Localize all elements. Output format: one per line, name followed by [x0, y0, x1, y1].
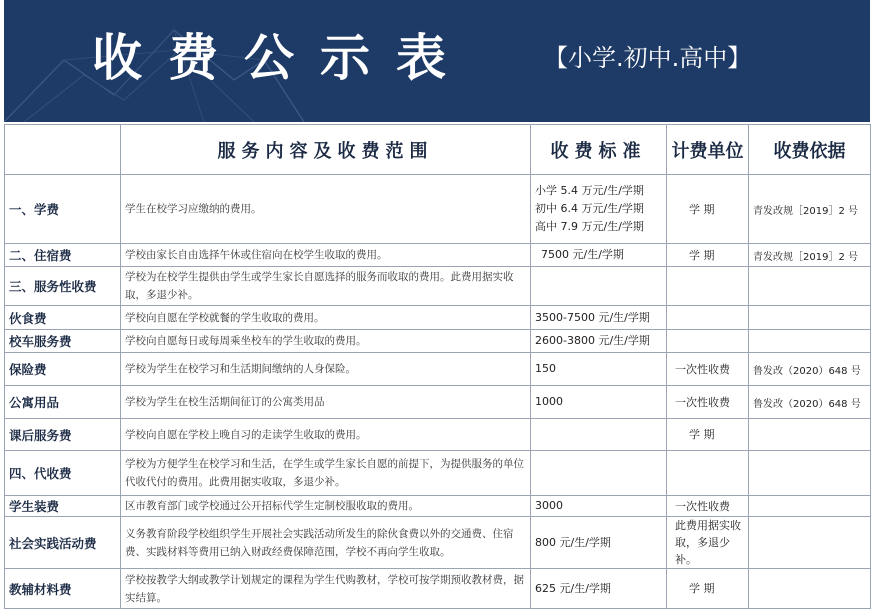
fee-item-basis: [749, 569, 871, 609]
fee-item-desc: 学校由家长自由选择午休或住宿向在校学生收取的费用。: [121, 244, 531, 267]
standard-line: 高中 7.9 万元/生/学期: [535, 220, 644, 233]
fee-item-name: 学生装费: [5, 496, 121, 517]
fee-item-name: 保险费: [5, 353, 121, 386]
fee-item-basis: 鲁发改（2020）648 号: [749, 386, 871, 419]
page-title: 收费公示表: [92, 29, 472, 87]
fee-item-unit: 一次性收费: [667, 496, 749, 517]
column-header-scope: 服务内容及收费范围: [121, 125, 531, 175]
fee-item-standard: 1000: [531, 386, 667, 419]
fee-item-standard: 3500-7500 元/生/学期: [531, 306, 667, 330]
fee-item-unit: [667, 451, 749, 496]
fee-item-unit: 学 期: [667, 244, 749, 267]
fee-item-desc: 学校向自愿在学校上晚自习的走读学生收取的费用。: [121, 419, 531, 451]
fee-item-standard: [531, 267, 667, 306]
fee-item-standard: 800 元/生/学期: [531, 517, 667, 569]
fee-table: [4, 124, 871, 609]
fee-item-desc: 学生在校学习应缴纳的费用。: [121, 175, 531, 244]
fee-item-basis: [749, 330, 871, 353]
fee-item-standard: [531, 419, 667, 451]
fee-item-unit: 学 期: [667, 569, 749, 609]
fee-item-unit: 此费用据实收取，多退少补。: [667, 517, 749, 569]
table-row: [5, 175, 871, 244]
fee-item-desc: 学校为方便学生在校学习和生活，在学生或学生家长自愿的前提下，为提供服务的单位代收代付的费用。此费用据实收取，多退少补。: [121, 451, 531, 496]
fee-item-standard: [531, 451, 667, 496]
fee-item-name: 四、代收费: [5, 451, 121, 496]
column-header-unit: 计费单位: [667, 125, 749, 175]
fee-item-unit: [667, 267, 749, 306]
fee-item-desc: 学校为学生在校生活期间征订的公寓类用品: [121, 386, 531, 419]
table-row: [5, 306, 871, 330]
fee-item-desc: 学校向自愿在学校就餐的学生收取的费用。: [121, 306, 531, 330]
fee-item-name: 伙食费: [5, 306, 121, 330]
fee-item-desc: 学校为在校学生提供由学生或学生家长自愿选择的服务而收取的费用。此费用据实收取，多退少补。: [121, 267, 531, 306]
fee-item-basis: [749, 496, 871, 517]
column-header-basis: 收费依据: [749, 125, 871, 175]
fee-item-basis: 青发改规［2019］2 号: [749, 175, 871, 244]
table-row: [5, 244, 871, 267]
fee-item-name: 课后服务费: [5, 419, 121, 451]
header-blank-cell: [5, 125, 121, 175]
table-row: [5, 353, 871, 386]
table-row: [5, 496, 871, 517]
fee-item-desc: 义务教育阶段学校组织学生开展社会实践活动所发生的除伙食费以外的交通费、住宿费、实践材料等费用已纳入财政经费保障范围，学校不再向学生收取。: [121, 517, 531, 569]
fee-item-desc: 学校向自愿每日或每周乘坐校车的学生收取的费用。: [121, 330, 531, 353]
table-row: [5, 267, 871, 306]
table-row: [5, 330, 871, 353]
fee-item-standard: 3000: [531, 496, 667, 517]
fee-item-name: 教辅材料费: [5, 569, 121, 609]
standard-line: 小学 5.4 万元/生/学期: [535, 184, 644, 197]
fee-item-name: 校车服务费: [5, 330, 121, 353]
fee-item-basis: 鲁发改（2020）648 号: [749, 353, 871, 386]
fee-item-basis: 青发改规［2019］2 号: [749, 244, 871, 267]
table-row: [5, 451, 871, 496]
fee-item-name: 一、学费: [5, 175, 121, 244]
fee-item-basis: [749, 306, 871, 330]
fee-item-basis: [749, 451, 871, 496]
fee-item-name: 三、服务性收费: [5, 267, 121, 306]
fee-item-standard: 2600-3800 元/生/学期: [531, 330, 667, 353]
standard-line: 初中 6.4 万元/生/学期: [535, 202, 644, 215]
header-banner: [4, 0, 870, 122]
fee-item-standard: 625 元/生/学期: [531, 569, 667, 609]
fee-item-standard: 7500 元/生/学期: [531, 244, 667, 267]
fee-item-name: 二、住宿费: [5, 244, 121, 267]
table-header-row: [5, 125, 871, 175]
fee-item-basis: [749, 419, 871, 451]
fee-item-desc: 学校按教学大纲或教学计划规定的课程为学生代购教材，学校可按学期预收教材费，据实结算。: [121, 569, 531, 609]
fee-item-unit: [667, 330, 749, 353]
fee-item-unit: 一次性收费: [667, 386, 749, 419]
fee-item-name: 社会实践活动费: [5, 517, 121, 569]
fee-item-unit: [667, 306, 749, 330]
fee-item-basis: [749, 517, 871, 569]
fee-item-name: 公寓用品: [5, 386, 121, 419]
fee-item-standard: 150: [531, 353, 667, 386]
fee-item-unit: 学 期: [667, 419, 749, 451]
table-row: [5, 517, 871, 569]
fee-item-desc: 区市教育部门或学校通过公开招标代学生定制校服收取的费用。: [121, 496, 531, 517]
fee-item-unit: 一次性收费: [667, 353, 749, 386]
fee-item-unit: 学 期: [667, 175, 749, 244]
table-row: [5, 419, 871, 451]
table-row: [5, 386, 871, 419]
page-subtitle: 【小学.初中.高中】: [544, 44, 752, 72]
fee-item-desc: 学校为学生在校学习和生活期间缴纳的人身保险。: [121, 353, 531, 386]
table-row: [5, 569, 871, 609]
fee-item-standard: [531, 175, 667, 244]
column-header-standard: 收费标准: [531, 125, 667, 175]
fee-item-basis: [749, 267, 871, 306]
